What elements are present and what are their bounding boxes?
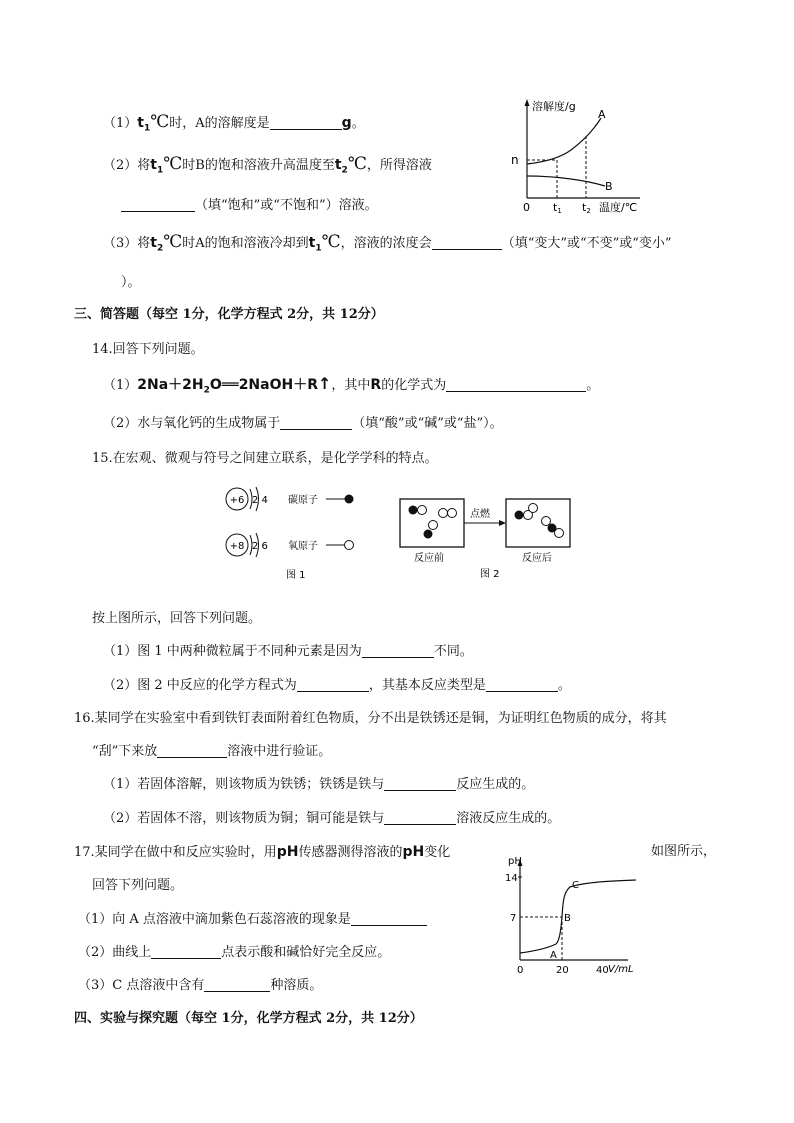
answer-blank[interactable] xyxy=(121,197,195,212)
figure-2-caption: 图 2 xyxy=(480,569,500,580)
answer-blank[interactable] xyxy=(151,944,221,959)
answer-blank[interactable] xyxy=(270,115,342,130)
answer-blank[interactable] xyxy=(157,743,227,758)
q17-part2: （2）曲线上 点表示酸和碱恰好完全反应。 xyxy=(78,945,391,960)
q13-part3-line2: ）。 xyxy=(121,275,141,290)
answer-blank[interactable] xyxy=(384,776,456,791)
q16-stem: 16.某同学在实验室中看到铁钉表面附着红色物质，分不出是铁锈还是铜，为证明红色物质的成分，将其 xyxy=(74,711,667,726)
figure-1 xyxy=(220,482,370,582)
answer-blank[interactable] xyxy=(432,235,502,250)
oxygen-atom-symbol xyxy=(345,541,354,550)
q16-stem-line2: “刮”下来放 溶液中进行验证。 xyxy=(92,744,332,759)
q17-part3: （3）C 点溶液中含有 种溶质。 xyxy=(78,978,323,993)
q17-stem-end: 如图所示， xyxy=(651,844,717,859)
ph-chart xyxy=(500,856,665,976)
q16-part1: （1）若固体溶解，则该物质为铁锈；铁锈是铁与 反应生成的。 xyxy=(103,777,535,792)
q13-part2: （2）将$t_1℃$时B的饱和溶液升高温度至$t_2℃$，所得溶液 xyxy=(103,154,432,176)
q15-stem: 15.在宏观、微观与符号之间建立联系，是化学学科的特点。 xyxy=(92,451,438,466)
q13-part1: $(1)t_1℃$时，A的溶解度是 g。 xyxy=(103,112,365,134)
curve-a xyxy=(527,118,601,164)
x-tick-40: 40 xyxy=(596,965,609,976)
t1-label: t1 xyxy=(553,201,562,215)
q13-part3: （3）将$t_2℃$时A的饱和溶液冷却到$t_1℃$，溶液的浓度会 （填“变大”或“不变”或“变小” xyxy=(103,232,672,254)
y-tick-7: 7 xyxy=(510,913,517,924)
q15-intro: 按上图所示，回答下列问题。 xyxy=(92,611,262,626)
y-axis-arrow xyxy=(525,99,530,106)
section4-title: 四、实验与探究题（每空 1分，化学方程式 2分，共 12分） xyxy=(74,1011,423,1026)
after-box xyxy=(506,499,570,547)
q13-part2-line2: （填“饱和”或“不饱和”）溶液。 xyxy=(121,197,378,215)
n-label: n xyxy=(511,153,519,167)
carbon-atom-symbol xyxy=(345,495,354,504)
svg-text:+8: +8 xyxy=(229,541,245,552)
answer-blank[interactable] xyxy=(280,415,352,430)
point-b: B xyxy=(564,913,571,924)
q17-stem-line2: 回答下列问题。 xyxy=(92,878,184,893)
arrow-label: 点燃 xyxy=(470,509,490,520)
q14-stem: 14.回答下列问题。 xyxy=(92,342,204,357)
before-label: 反应前 xyxy=(414,553,444,564)
q15-part2: （2）图 2 中反应的化学方程式为 ，其基本反应类型是 。 xyxy=(103,678,571,693)
t2-label: t2 xyxy=(582,201,591,215)
q15-part1: （1）图 1 中两种微粒属于不同种元素是因为 不同。 xyxy=(103,644,473,659)
answer-blank[interactable] xyxy=(204,977,270,992)
oxygen-label: 氧原子 xyxy=(288,541,318,552)
answer-blank[interactable] xyxy=(486,677,558,692)
section3-title: 三、简答题（每空 1分，化学方程式 2分，共 12分） xyxy=(74,307,384,322)
carbon-shells: 2 4 xyxy=(252,495,268,506)
answer-blank[interactable] xyxy=(384,810,456,825)
q14-part2: （2）水与氧化钙的生成物属于 （填“酸”或“碱”或“盐”）。 xyxy=(103,416,503,431)
point-c: C xyxy=(572,880,579,891)
after-label: 反应后 xyxy=(522,553,552,564)
answer-blank[interactable] xyxy=(351,911,427,926)
figure-2 xyxy=(398,495,578,585)
curve-a-label: A xyxy=(598,108,606,121)
q14-part1: $(1)2Na+2H_2O══2NaOH+R↑$，其中R的化学式为 。 xyxy=(103,374,600,396)
x-axis-label: 温度/℃ xyxy=(599,201,638,214)
x-unit: V/mL xyxy=(608,964,634,975)
answer-blank[interactable] xyxy=(446,377,586,392)
answer-blank[interactable] xyxy=(362,643,434,658)
solubility-chart xyxy=(505,98,655,223)
answer-blank[interactable] xyxy=(297,677,369,692)
svg-text:+6: +6 xyxy=(229,495,245,506)
point-a: A xyxy=(550,950,557,961)
q17-stem: 17.某同学在做中和反应实验时，用pH传感器测得溶液的pH变化 xyxy=(74,844,451,860)
q17-part1: （1）向 A 点溶液中滴加紫色石蕊溶液的现象是 xyxy=(78,911,427,929)
carbon-label: 碳原子 xyxy=(288,495,318,506)
y-tick-14: 14 xyxy=(505,873,518,884)
curve-b xyxy=(527,176,605,186)
y-axis-label: 溶解度/g xyxy=(532,100,576,113)
curve-b-label: B xyxy=(605,180,613,193)
x-tick-0: 0 xyxy=(517,965,524,976)
origin-label: 0 xyxy=(523,201,530,214)
oxygen-shells: 2 6 xyxy=(252,541,268,552)
q16-part2: （2）若固体不溶，则该物质为铜；铜可能是铁与 溶液反应生成的。 xyxy=(103,811,561,826)
y-axis-label: pH xyxy=(508,856,522,867)
x-tick-20: 20 xyxy=(556,965,569,976)
figure-1-caption: 图 1 xyxy=(286,570,306,581)
